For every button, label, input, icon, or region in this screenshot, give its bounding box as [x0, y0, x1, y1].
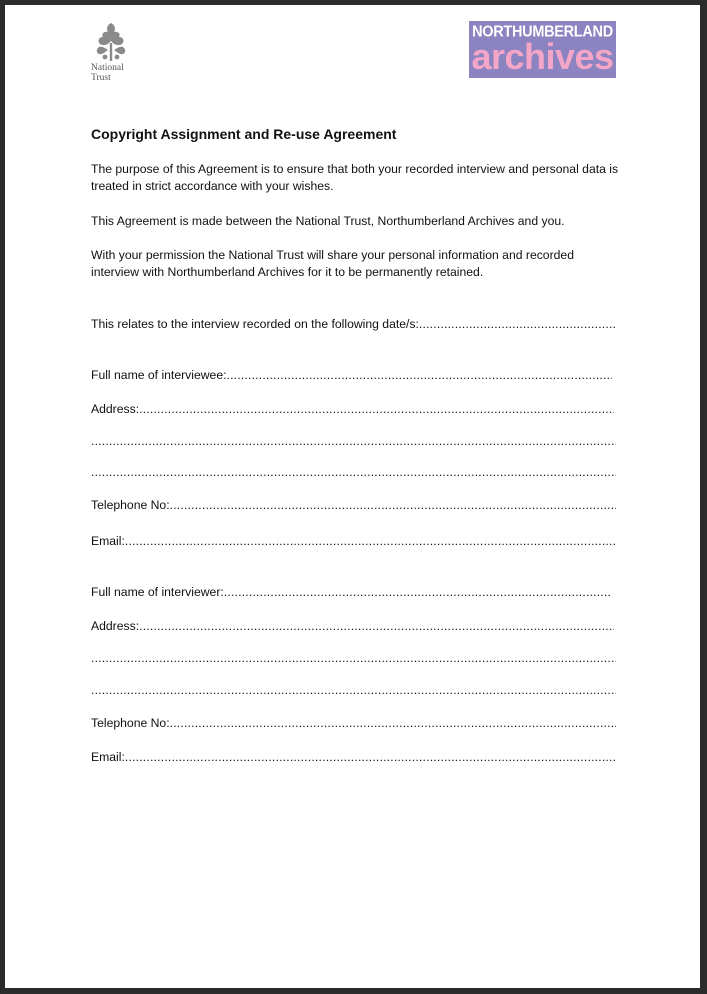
- northumberland-archives-logo: [469, 21, 616, 78]
- interview-date-field[interactable]: [91, 316, 616, 332]
- dotted-line: [224, 584, 610, 600]
- dotted-line: [139, 401, 614, 417]
- national-trust-wordmark: National Trust: [91, 63, 124, 83]
- interviewer-address-label: Address:: [91, 619, 140, 633]
- interview-date-label: This relates to the interview recorded on the following date/s:: [91, 317, 419, 331]
- interviewee-telephone-field[interactable]: [91, 497, 616, 513]
- dotted-line: [125, 533, 616, 549]
- interviewer-telephone-field[interactable]: [91, 715, 616, 731]
- archives-logo-top: NORTHUMBERLAND: [472, 23, 613, 41]
- parties-paragraph: This Agreement is made between the National Trust, Northumberland Archives and you.: [91, 214, 565, 228]
- document-title: Copyright Assignment and Re-use Agreement: [91, 126, 397, 142]
- dotted-line: [419, 316, 616, 332]
- interviewee-name-field[interactable]: [91, 367, 612, 383]
- archives-logo-bottom: archives: [471, 36, 614, 77]
- interviewer-address-line-2[interactable]: [91, 650, 616, 666]
- interviewee-address-label: Address:: [91, 402, 140, 416]
- permission-paragraph: With your permission the National Trust will share your personal information and recorded interview with Northumberland Archives for it to be permanently retained.: [91, 248, 574, 279]
- purpose-paragraph: The purpose of this Agreement is to ensure that both your recorded interview and personal data is treated in strict accordance with your wishes.: [91, 162, 619, 193]
- national-trust-logo: [91, 21, 143, 91]
- interviewee-address-line-3[interactable]: [91, 464, 616, 480]
- dotted-line: [170, 497, 616, 513]
- interviewee-email-label: Email:: [91, 534, 125, 548]
- interviewer-name-field[interactable]: [91, 584, 610, 600]
- dotted-line: [139, 618, 614, 634]
- interviewer-address-field[interactable]: [91, 618, 614, 634]
- interviewee-email-field[interactable]: [91, 533, 616, 549]
- dotted-line: [170, 715, 616, 731]
- interviewer-name-label: Full name of interviewer:: [91, 585, 224, 599]
- dotted-line: [125, 749, 616, 765]
- interviewer-email-field[interactable]: [91, 749, 616, 765]
- dotted-line: [226, 367, 612, 383]
- interviewer-address-line-3[interactable]: [91, 682, 616, 698]
- dotted-line: [91, 433, 616, 449]
- interviewer-email-label: Email:: [91, 750, 125, 764]
- document-page: [5, 5, 700, 988]
- interviewee-address-line-2[interactable]: [91, 433, 616, 449]
- interviewee-name-label: Full name of interviewee:: [91, 368, 227, 382]
- interviewee-address-field[interactable]: [91, 401, 614, 417]
- interviewer-telephone-label: Telephone No:: [91, 716, 170, 730]
- oak-leaf-icon: [91, 21, 131, 63]
- dotted-line: [91, 650, 616, 666]
- dotted-line: [91, 682, 616, 698]
- dotted-line: [91, 464, 616, 480]
- interviewee-telephone-label: Telephone No:: [91, 498, 170, 512]
